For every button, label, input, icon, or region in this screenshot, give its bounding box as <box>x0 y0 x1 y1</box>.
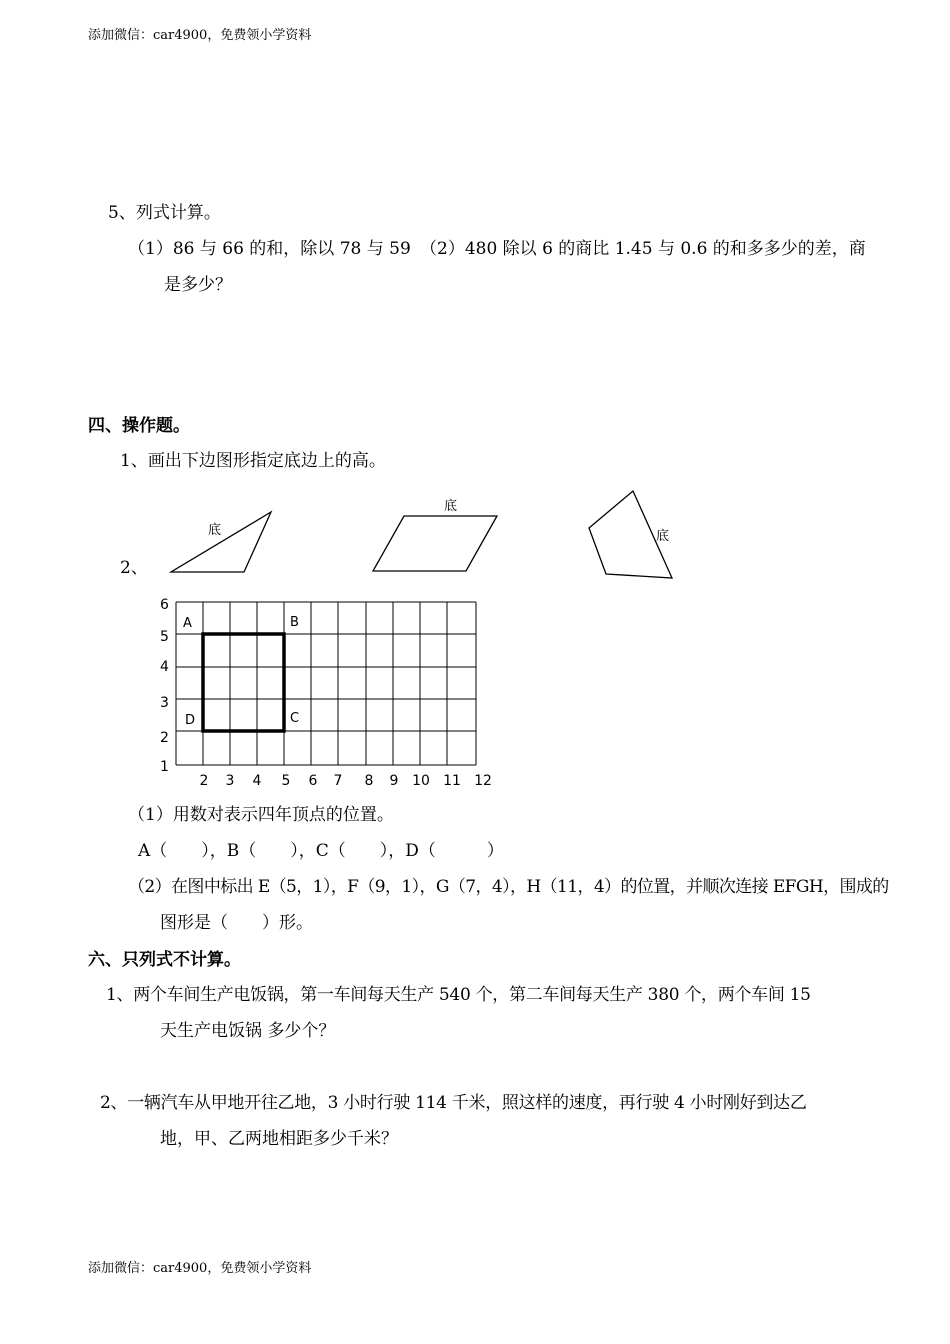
x-label-11: 11 <box>443 773 461 789</box>
y-label-1: 1 <box>160 759 169 775</box>
x-label-12: 12 <box>474 773 492 789</box>
section5-title: 5、列式计算。 <box>108 203 221 223</box>
y-label-6: 6 <box>160 597 169 613</box>
section5-question-2-line1: （2）480 除以 6 的商比 1.45 与 0.6 的和多多少的差，商 <box>420 239 866 259</box>
point-label-d: D <box>185 713 196 728</box>
grid-question-1: （1）用数对表示四年顶点的位置。 <box>128 805 394 825</box>
section6-title: 六、只列式不计算。 <box>88 950 241 970</box>
section4-title: 四、操作题。 <box>88 416 190 436</box>
y-label-5: 5 <box>160 629 169 645</box>
section4-item-2: 2、 <box>120 558 148 578</box>
x-label-4: 4 <box>252 773 262 789</box>
section6-problem-1-line1: 1、两个车间生产电饭锅，第一车间每天生产 540 个，第二车间每天生产 380 个，两个车间 15 <box>106 985 811 1005</box>
section4-item-1: 1、画出下边图形指定底边上的高。 <box>120 451 386 471</box>
x-label-6: 6 <box>308 773 318 789</box>
bold-rectangle-abcd <box>203 634 284 731</box>
section5-question-1: （1）86 与 66 的和，除以 78 与 59 <box>128 239 411 259</box>
y-label-2: 2 <box>160 730 169 746</box>
section6-problem-2-line1: 2、一辆汽车从甲地开往乙地，3 小时行驶 114 千米，照这样的速度，再行驶 4 小时刚好到达乙 <box>100 1093 807 1113</box>
x-label-10: 10 <box>412 773 430 789</box>
point-label-c: C <box>290 711 300 726</box>
x-label-8: 8 <box>364 773 374 789</box>
x-label-9: 9 <box>389 773 399 789</box>
header-note: 添加微信：car4900，免费领小学资料 <box>88 28 312 43</box>
x-label-3: 3 <box>225 773 235 789</box>
footer-note: 添加微信：car4900，免费领小学资料 <box>88 1261 312 1276</box>
y-label-4: 4 <box>160 659 169 675</box>
grid-lines <box>176 602 476 765</box>
triangle-base-label: 底 <box>208 523 222 538</box>
quadrilateral-base-label: 底 <box>656 529 670 544</box>
grid-question-2-line2: 图形是（ ）形。 <box>160 913 313 933</box>
x-label-2: 2 <box>199 773 209 789</box>
y-label-3: 3 <box>160 695 169 711</box>
point-label-a: A <box>183 616 192 631</box>
x-label-5: 5 <box>281 773 291 789</box>
grid-answer-blanks: A（ ），B（ ），C（ ），D（ ） <box>138 841 504 861</box>
section6-problem-1-line2: 天生产电饭锅 多少个？ <box>160 1021 336 1041</box>
x-label-7: 7 <box>333 773 343 789</box>
parallelogram-base-label: 底 <box>444 499 458 514</box>
section6-problem-2-line2: 地，甲、乙两地相距多少千米？ <box>160 1129 398 1149</box>
section5-question-2-line2: 是多少？ <box>164 275 232 295</box>
point-label-b: B <box>290 615 299 630</box>
grid-question-2-line1: （2）在图中标出 E（5，1），F（9，1），G（7，4），H（11，4）的位置，并顺次连接 EFGH，围成的 <box>128 877 889 897</box>
